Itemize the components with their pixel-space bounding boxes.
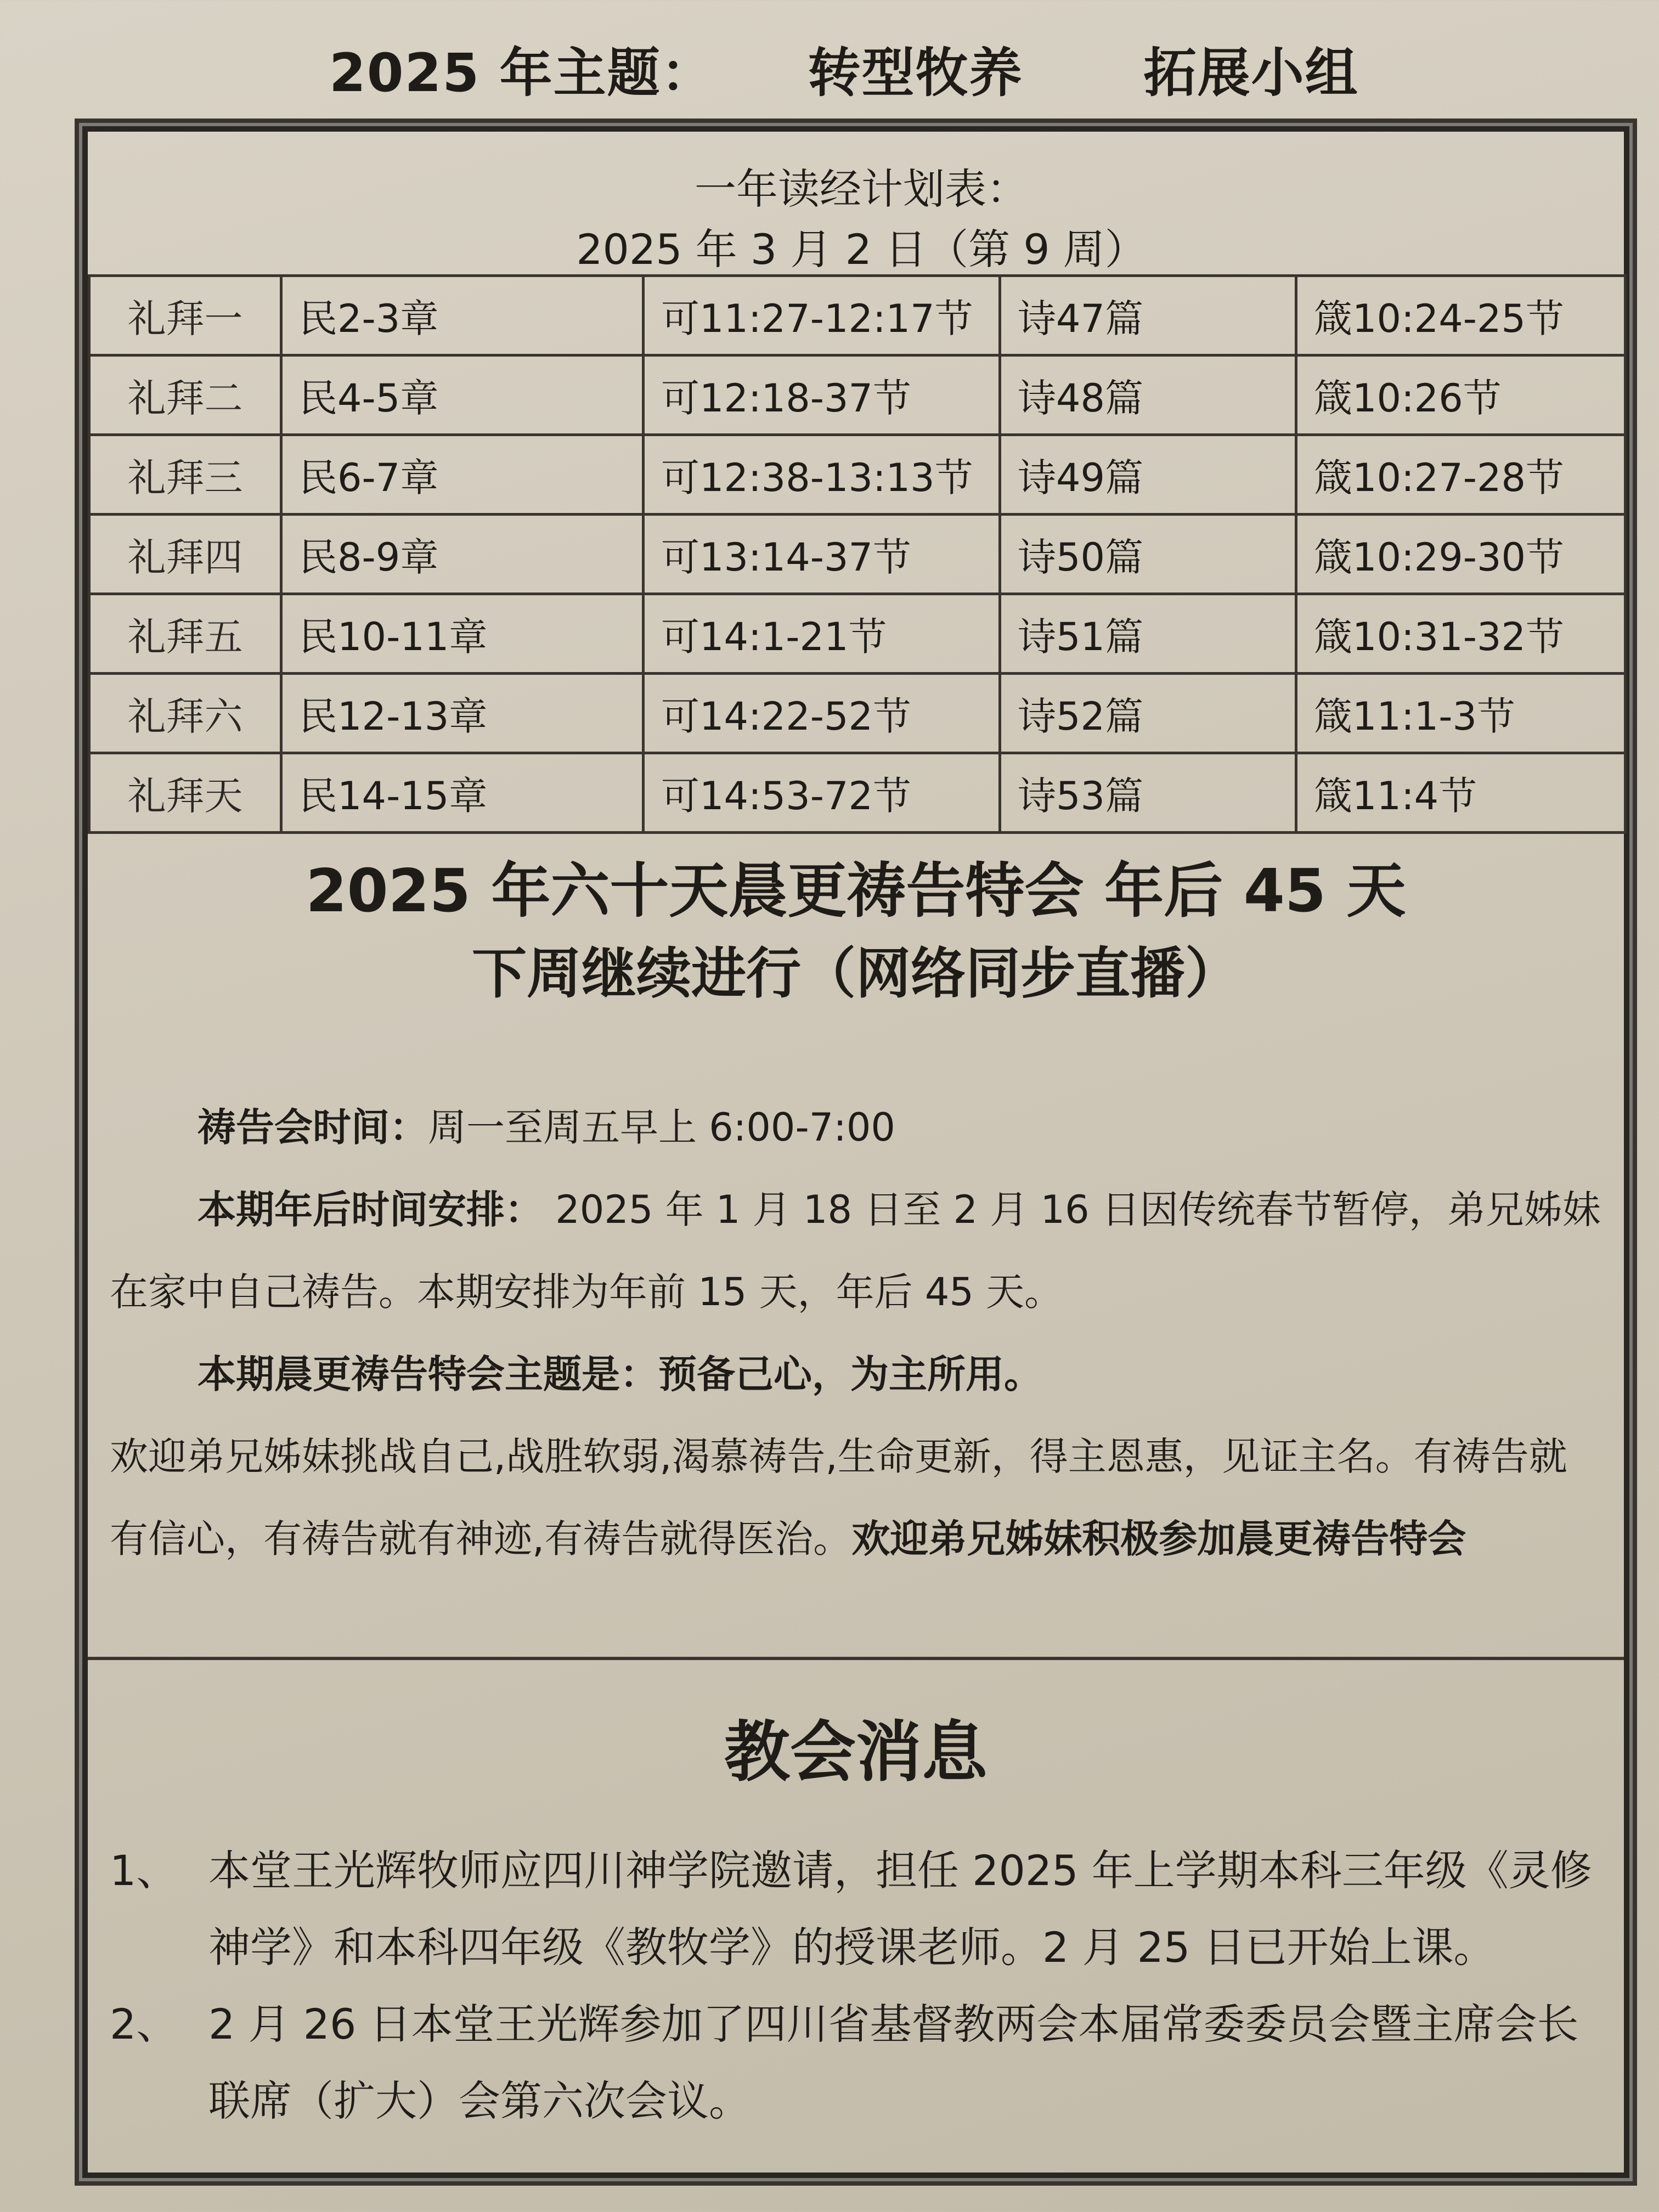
psalms-reading: 诗52篇 <box>1000 674 1296 753</box>
day-cell: 礼拜五 <box>89 594 281 674</box>
proverbs-reading: 箴11:1-3节 <box>1296 674 1626 753</box>
list-item-number: 1、 <box>110 1846 178 1895</box>
proverbs-reading: 箴10:29-30节 <box>1296 515 1626 594</box>
day-cell: 礼拜四 <box>89 515 281 594</box>
reading-plan-table <box>88 274 1627 834</box>
table-row <box>89 276 1626 356</box>
theme-item-2: 拓展小组 <box>1143 42 1359 104</box>
proverbs-reading: 箴11:4节 <box>1296 753 1626 833</box>
day-cell: 礼拜六 <box>89 674 281 753</box>
day-cell: 礼拜三 <box>89 435 281 515</box>
psalms-reading: 诗48篇 <box>1000 356 1296 435</box>
numbers-reading: 民4-5章 <box>281 356 644 435</box>
numbers-reading: 民10-11章 <box>281 594 644 674</box>
prayer-meeting-heading <box>88 850 1624 1015</box>
day-cell: 礼拜天 <box>89 753 281 833</box>
list-item-number: 2、 <box>110 2000 178 2049</box>
annual-theme <box>329 11 1359 126</box>
numbers-reading: 民8-9章 <box>281 515 644 594</box>
church-news-list <box>110 1832 1602 2140</box>
prayer-schedule-label: 本期年后时间安排： <box>198 1187 543 1232</box>
mark-reading: 可12:38-13:13节 <box>644 435 1000 515</box>
church-news-title: 教会消息 <box>724 1714 988 1791</box>
mark-reading: 可12:18-37节 <box>644 356 1000 435</box>
mark-reading: 可11:27-12:17节 <box>644 276 1000 356</box>
mark-reading: 可13:14-37节 <box>644 515 1000 594</box>
table-row <box>89 435 1626 515</box>
reading-plan-header <box>88 159 1635 280</box>
bulletin-frame <box>82 126 1629 2178</box>
day-cell: 礼拜一 <box>89 276 281 356</box>
prayer-heading-line-1: 2025 年六十天晨更祷告特会 年后 45 天 <box>306 857 1406 926</box>
list-item-text: 本堂王光辉牧师应四川神学院邀请，担任 2025 年上学期本科三年级《灵修神学》和本科四年级《教牧学》的授课老师。2 月 25 日已开始上课。 <box>208 1846 1592 1972</box>
prayer-theme-label: 本期晨更祷告特会主题是： <box>198 1352 658 1397</box>
proverbs-reading: 箴10:27-28节 <box>1296 435 1626 515</box>
mark-reading: 可14:22-52节 <box>644 674 1000 753</box>
list-item <box>110 1986 1602 2140</box>
prayer-time <box>110 1086 1659 1169</box>
prayer-schedule-value: 2025 年 1 月 18 日至 2 月 16 日因传统春节暂停，弟兄姊妹在家中自己祷告。本期安排为年前 15 天，年后 45 天。 <box>110 1187 1601 1314</box>
proverbs-reading: 箴10:24-25节 <box>1296 276 1626 356</box>
mark-reading: 可14:1-21节 <box>644 594 1000 674</box>
prayer-body-text: 欢迎弟兄姊妹挑战自己,战胜软弱,渴慕祷告,生命更新，得主恩惠，见证主名。有祷告就有信心，有祷告就有神迹,有祷告就得医治。 <box>110 1434 1567 1561</box>
list-item <box>110 1832 1602 1986</box>
numbers-reading: 民12-13章 <box>281 674 644 753</box>
prayer-heading-line-2: 下周继续进行（网络同步直播） <box>472 941 1240 1006</box>
reading-plan-title: 一年读经计划表： <box>695 165 1028 213</box>
psalms-reading: 诗49篇 <box>1000 435 1296 515</box>
numbers-reading: 民2-3章 <box>281 276 644 356</box>
mark-reading: 可14:53-72节 <box>644 753 1000 833</box>
reading-plan-date: 2025 年 3 月 2 日（第 9 周） <box>576 225 1147 274</box>
numbers-reading: 民14-15章 <box>281 753 644 833</box>
proverbs-reading: 箴10:31-32节 <box>1296 594 1626 674</box>
table-row <box>89 356 1626 435</box>
psalms-reading: 诗51篇 <box>1000 594 1296 674</box>
day-cell: 礼拜二 <box>89 356 281 435</box>
prayer-invite-text: 欢迎弟兄姊妹积极参加晨更祷告特会 <box>851 1516 1466 1561</box>
numbers-reading: 民6-7章 <box>281 435 644 515</box>
prayer-time-value: 周一至周五早上 6:00-7:00 <box>428 1105 895 1150</box>
table-row <box>89 674 1626 753</box>
psalms-reading: 诗50篇 <box>1000 515 1296 594</box>
table-row <box>89 594 1626 674</box>
prayer-theme <box>110 1333 1659 1415</box>
section-divider <box>88 1657 1624 1660</box>
theme-item-1: 转型牧养 <box>808 42 1023 104</box>
psalms-reading: 诗47篇 <box>1000 276 1296 356</box>
list-item-text: 2 月 26 日本堂王光辉参加了四川省基督教两会本届常委委员会暨主席会长联席（扩大）会第六次会议。 <box>208 2000 1579 2125</box>
table-row <box>89 515 1626 594</box>
prayer-theme-value: 预备己心，为主所用。 <box>658 1352 1042 1397</box>
theme-label: 2025 年主题： <box>329 42 715 104</box>
prayer-invitation <box>110 1415 1602 1580</box>
table-row <box>89 753 1626 833</box>
prayer-time-label: 祷告会时间： <box>198 1105 428 1150</box>
prayer-schedule <box>110 1169 1602 1333</box>
proverbs-reading: 箴10:26节 <box>1296 356 1626 435</box>
psalms-reading: 诗53篇 <box>1000 753 1296 833</box>
